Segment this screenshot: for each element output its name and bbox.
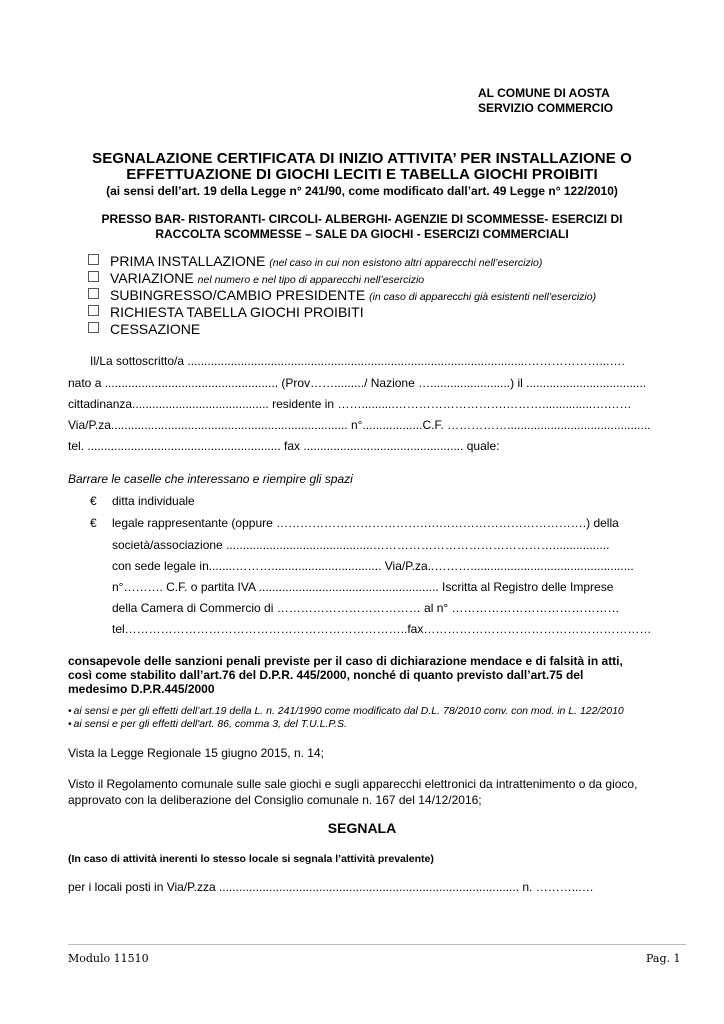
field-address[interactable]: Via/P.za....................................................................... n°..................C.F. ……………........................................... [68, 418, 651, 432]
subtitle-line-2: RACCOLTA SCOMMESSE – SALE DA GIOCHI - ESERCIZI COMMERCIALI [155, 227, 569, 241]
option-richiesta-tabella[interactable] [88, 304, 364, 320]
checkbox[interactable] [88, 271, 99, 282]
field-chamber-of-commerce[interactable]: della Camera di Commercio di ……………………………… al n° …………………………………… [112, 601, 620, 615]
field-legal-seat[interactable]: con sede legale in........………................................. Via/P.za..………................................................. [112, 559, 634, 573]
document-title-legal-basis: (ai sensi dell’art. 19 della Legge n° 241/90, come modificato dall’art. 49 Legge n° 122/2010) [106, 184, 618, 198]
euro-bullet-icon[interactable]: € [90, 494, 97, 508]
recital-law: Vista la Legge Regionale 15 giugno 2015, n. 14; [68, 746, 324, 760]
footer-divider [68, 944, 686, 945]
field-premises[interactable]: per i locali posti in Via/P.zza .......................................................................................... n. ………...… [68, 880, 594, 894]
checkbox[interactable] [88, 305, 99, 316]
reference-item: • ai sensi e per gli effetti dell'art. 86, comma 3, del T.U.L.P.S. [68, 718, 347, 730]
document-title-line-1: SEGNALAZIONE CERTIFICATA DI INIZIO ATTIVITA’ PER INSTALLAZIONE O [92, 150, 632, 167]
option-label: PRIMA INSTALLAZIONE [110, 253, 266, 269]
declaration-line-3: medesimo D.P.R.445/2000 [68, 682, 215, 696]
checkbox[interactable] [88, 288, 99, 299]
field-contacts[interactable]: tel……………………………………………………………..fax………………………………………………… [112, 622, 652, 636]
field-birth[interactable]: nato a .................................................... (Prov……........./ Nazione …........................) il .................................... [68, 376, 647, 390]
option-prima-installazione[interactable] [88, 253, 542, 269]
field-undersigned[interactable]: Il/La sottoscritto/a ......................................................................................................………………...…. [90, 354, 625, 368]
choice-label: legale rappresentante (oppure ……………………………….….……………………………….) della [112, 516, 619, 530]
recital-regulation-line-2: approvato con la deliberazione del Consiglio comunale n. 167 del 14/12/2016; [68, 793, 482, 807]
field-phone-fax[interactable]: tel. .......................................................... fax ................................................ quale: [68, 439, 500, 453]
field-company[interactable]: società/associazione ............................................………………………………………................. [112, 538, 610, 552]
bullet-icon: • [68, 719, 72, 730]
addressee-line-1: AL COMUNE DI AOSTA [478, 86, 610, 100]
declaration-line-1: consapevole delle sanzioni penali previste per il caso di dichiarazione mendace e di falsità in atti, [68, 654, 623, 668]
field-citizenship-residence[interactable]: cittadinanza......................................... residente in ……..........……………………….………...............….…… [68, 397, 632, 411]
option-cessazione[interactable] [88, 321, 200, 337]
option-note: (nel caso in cui non esistono altri apparecchi nell’esercizio) [269, 257, 543, 269]
segnala-note: (In caso di attività inerenti lo stesso locale si segnala l’attività prevalente) [68, 853, 434, 865]
segnala-heading: SEGNALA [327, 820, 397, 836]
declaration-line-2: così come stabilito dall’art.76 del D.P.R. 445/2000, nonché di quanto previsto dall’art.75 del [68, 668, 584, 682]
checkbox[interactable] [88, 254, 99, 265]
field-vat[interactable]: n°………. C.F. o partita IVA ...................................................... Iscritta al Registro delle Imprese [112, 580, 614, 594]
subtitle-line-1: PRESSO BAR- RISTORANTI- CIRCOLI- ALBERGHI- AGENZIE DI SCOMMESSE- ESERCIZI DI [101, 212, 623, 226]
choice-label: ditta individuale [112, 494, 195, 508]
option-variazione[interactable] [88, 270, 424, 286]
option-label: VARIAZIONE [110, 270, 194, 286]
option-label: RICHIESTA TABELLA GIOCHI PROIBITI [110, 304, 364, 320]
addressee-line-2: SERVIZIO COMMERCIO [478, 101, 614, 115]
option-note: nel numero e nel tipo di apparecchi nell’esercizio [197, 274, 425, 286]
choice-ditta-individuale[interactable] [90, 494, 195, 508]
footer-page-number: Pag. 1 [646, 952, 681, 965]
document-title-line-2: EFFETTUAZIONE DI GIOCHI LECITI E TABELLA GIOCHI PROIBITI [126, 166, 598, 183]
footer-form-code: Modulo 11510 [68, 952, 149, 965]
instruction-text: Barrare le caselle che interessano e riempire gli spazi [68, 472, 353, 486]
euro-bullet-icon[interactable]: € [90, 516, 97, 530]
bullet-icon: • [68, 706, 72, 717]
option-label: SUBINGRESSO/CAMBIO PRESIDENTE [110, 287, 366, 303]
checkbox[interactable] [88, 322, 99, 333]
choice-legale-rappresentante[interactable] [90, 516, 619, 530]
reference-item: • ai sensi e per gli effetti dell’art.19 della L. n. 241/1990 come modificato dal D.L. 78/2010 conv. con mod. in L. 122/2010 [68, 705, 624, 717]
option-note: (in caso di apparecchi già esistenti nell’esercizio) [369, 291, 597, 303]
option-label: CESSAZIONE [110, 321, 201, 337]
option-subingresso[interactable] [88, 287, 596, 303]
recital-regulation-line-1: Visto il Regolamento comunale sulle sale giochi e sugli apparecchi elettronici da intrattenimento o da gioco, [68, 777, 638, 791]
